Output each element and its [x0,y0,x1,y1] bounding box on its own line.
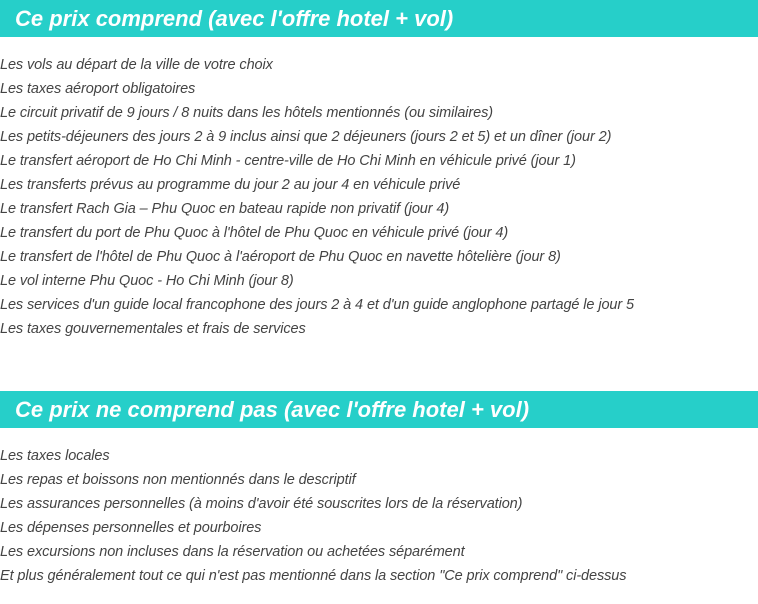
excluded-items-list [0,444,626,588]
excluded-item: Les assurances personnelles (à moins d'avoir été souscrites lors de la réservation) [0,496,523,512]
excluded-item: Les excursions non incluses dans la réservation ou achetées séparément [0,544,465,560]
included-item: Le transfert de l'hôtel de Phu Quoc à l'aéroport de Phu Quoc en navette hôtelière (jour 8) [0,249,561,265]
excluded-item: Les dépenses personnelles et pourboires [0,520,262,536]
excluded-item: Les taxes locales [0,448,110,464]
included-item: Le transfert du port de Phu Quoc à l'hôtel de Phu Quoc en véhicule privé (jour 4) [0,225,509,241]
included-item: Les petits-déjeuners des jours 2 à 9 inclus ainsi que 2 déjeuners (jours 2 et 5) et un dîner (jour 2) [0,129,612,145]
included-item: Les services d'un guide local francophone des jours 2 à 4 et d'un guide anglophone partagé le jour 5 [0,297,634,313]
included-item: Les taxes gouvernementales et frais de services [0,321,306,337]
included-section-title: Ce prix comprend (avec l'offre hotel + vol) [0,0,758,37]
included-item: Le transfert Rach Gia – Phu Quoc en bateau rapide non privatif (jour 4) [0,201,450,217]
included-item: Les transferts prévus au programme du jour 2 au jour 4 en véhicule privé [0,177,461,193]
included-item: Le transfert aéroport de Ho Chi Minh - centre-ville de Ho Chi Minh en véhicule privé (jour 1) [0,153,576,169]
included-item: Le circuit privatif de 9 jours / 8 nuits dans les hôtels mentionnés (ou similaires) [0,105,493,121]
included-item: Les taxes aéroport obligatoires [0,81,196,97]
included-item: Le vol interne Phu Quoc - Ho Chi Minh (jour 8) [0,273,294,289]
included-items-list [0,53,634,341]
excluded-item: Et plus généralement tout ce qui n'est pas mentionné dans la section "Ce prix comprend" ci-dessus [0,568,627,584]
excluded-section-title: Ce prix ne comprend pas (avec l'offre hotel + vol) [0,391,758,428]
included-item: Les vols au départ de la ville de votre choix [0,57,273,73]
excluded-item: Les repas et boissons non mentionnés dans le descriptif [0,472,356,488]
